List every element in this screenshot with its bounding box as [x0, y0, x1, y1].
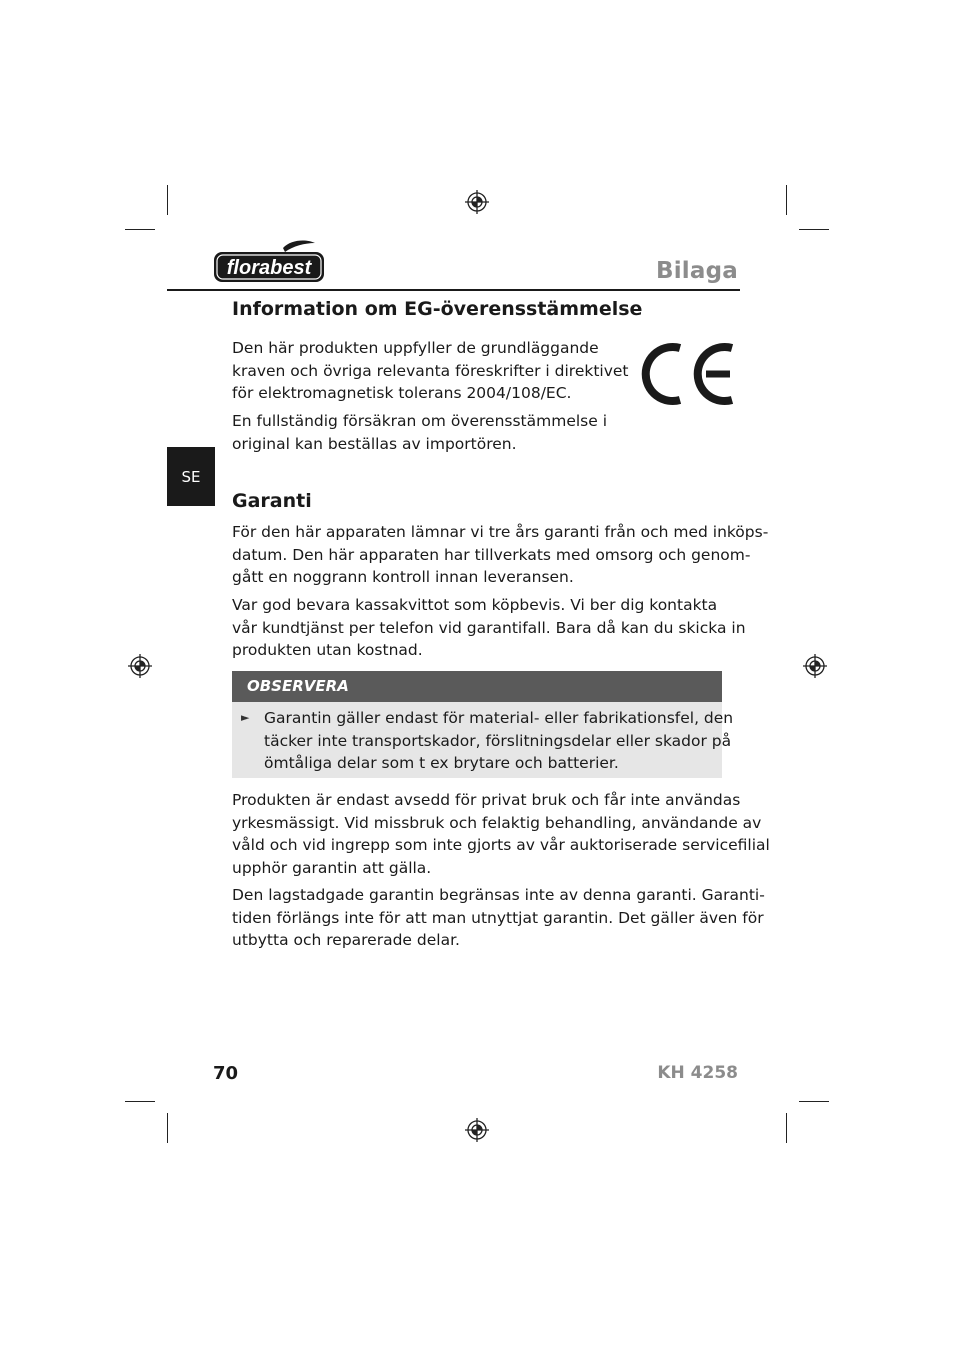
text-line: Var god bevara kassakvittot som köpbevis. Vi ber dig kontakta	[232, 596, 718, 614]
text-line: utbytta och reparerade delar.	[232, 931, 460, 949]
text-line: datum. Den här apparaten har tillverkats med omsorg och genom-	[232, 545, 751, 564]
text-line: yrkesmässigt. Vid missbruk och felaktig behandling, användande av	[232, 813, 762, 832]
registration-mark-icon	[128, 654, 152, 678]
warranty-heading: Garanti	[232, 490, 312, 512]
ce-mark-icon	[640, 340, 736, 408]
text-line: för elektromagnetisk tolerans 2004/108/EC.	[232, 384, 572, 402]
text-line: tiden förlängs inte för att man utnyttjat garantin. Det gäller även för	[232, 908, 764, 927]
language-tab	[167, 447, 215, 506]
brand-name: florabest	[226, 257, 312, 279]
text-line: Produkten är endast avsedd för privat bruk och får inte användas	[232, 791, 741, 809]
text-line: Den här produkten uppfyller de grundläggande	[232, 339, 599, 357]
warranty-paragraph-2	[232, 594, 746, 662]
conformity-heading: Information om EG-överensstämmelse	[232, 298, 643, 320]
page-number: 70	[213, 1063, 239, 1084]
warranty-paragraph-3	[232, 789, 770, 879]
crop-mark	[125, 229, 155, 230]
text-line: Den lagstadgade garantin begränsas inte av denna garanti. Garanti-	[232, 886, 765, 904]
crop-mark	[799, 229, 829, 230]
florabest-logo	[213, 240, 325, 284]
text-line: En fullständig försäkran om överensstämmelse i	[232, 412, 608, 430]
section-title: Bilaga	[655, 258, 738, 284]
crop-mark	[786, 185, 787, 215]
registration-mark-icon	[465, 190, 489, 214]
text-line: Garantin gäller endast för material- eller fabrikationsfel, den	[264, 709, 734, 727]
crop-mark	[167, 1113, 168, 1143]
crop-mark	[125, 1101, 155, 1102]
text-line: täcker inte transportskador, förslitningsdelar eller skador på	[264, 731, 732, 750]
text-line: gått en noggrann kontroll innan leveransen.	[232, 568, 574, 586]
text-line: vår kundtjänst per telefon vid garantifall. Bara då kan du skicka in	[232, 618, 746, 637]
text-line: upphör garantin att gälla.	[232, 858, 432, 877]
conformity-paragraph-2	[232, 410, 607, 455]
text-line: kraven och övriga relevanta föreskrifter i direktivet	[232, 361, 629, 380]
warranty-paragraph-1	[232, 521, 768, 589]
language-tab-label: SE	[181, 467, 201, 486]
model-number: KH 4258	[657, 1063, 738, 1083]
text-line: våld och vid ingrepp som inte gjorts av vår auktoriserade servicefilial	[232, 836, 770, 854]
text-line: ömtåliga delar som t ex brytare och batterier.	[264, 754, 619, 772]
crop-mark	[799, 1101, 829, 1102]
crop-mark	[167, 185, 168, 215]
warranty-paragraph-4	[232, 884, 765, 952]
registration-mark-icon	[465, 1118, 489, 1142]
note-header	[232, 671, 722, 702]
conformity-paragraph-1	[232, 337, 629, 405]
header-divider	[167, 289, 740, 291]
note-bullet-text	[264, 707, 733, 775]
crop-mark	[786, 1113, 787, 1143]
note-title: OBSERVERA	[247, 677, 349, 695]
bullet-arrow-icon: ►	[241, 711, 250, 724]
registration-mark-icon	[803, 654, 827, 678]
text-line: produkten utan kostnad.	[232, 641, 423, 659]
text-line: original kan beställas av importören.	[232, 434, 517, 453]
text-line: För den här apparaten lämnar vi tre års garanti från och med inköps-	[232, 523, 769, 541]
